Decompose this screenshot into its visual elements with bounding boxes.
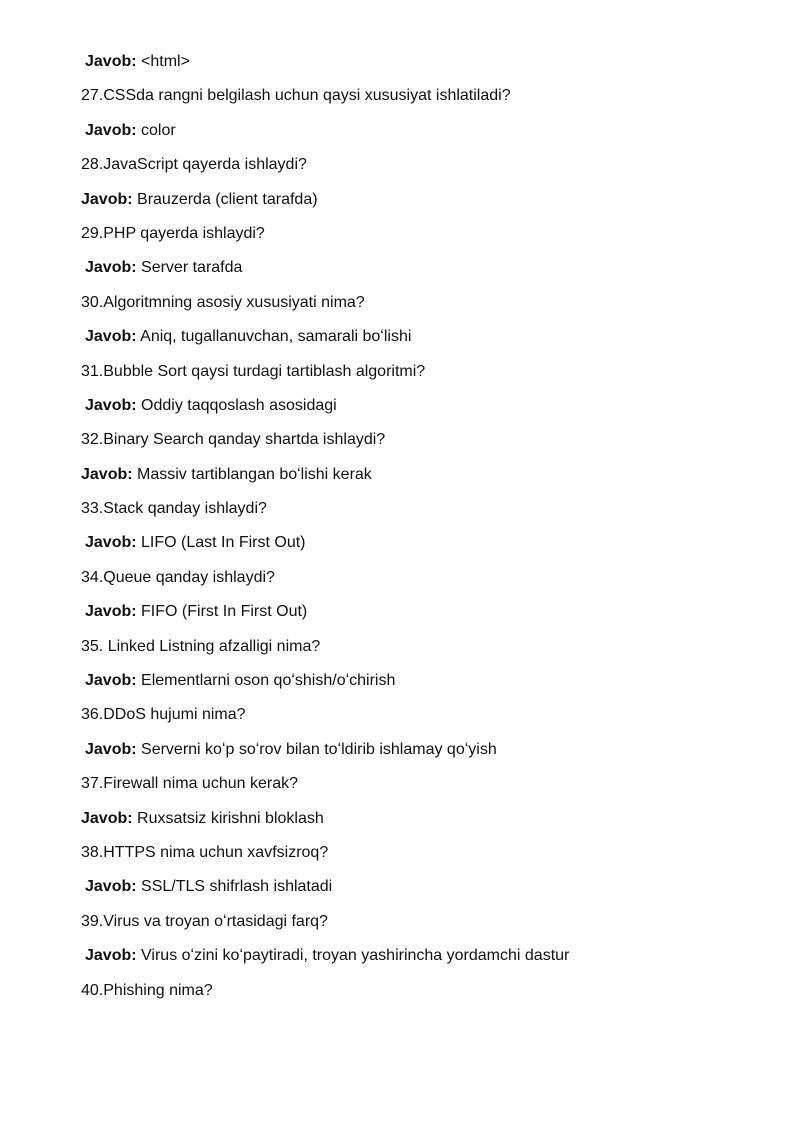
question-line: 35. Linked Listning afzalligi nima?	[81, 637, 321, 655]
answer-label: Javob:	[85, 396, 137, 414]
answer-label: Javob:	[85, 672, 137, 690]
answer-label: Javob:	[81, 190, 133, 208]
answer-text: <html>	[136, 53, 190, 70]
answer-line	[81, 51, 761, 85]
answer-label: Javob:	[81, 809, 133, 827]
question-line: 28.JavaScript qayerda ishlaydi?	[81, 156, 307, 174]
answer-line	[81, 395, 761, 429]
answer-text: Virus oʻzini koʻpaytiradi, troyan yashirincha yordamchi dastur	[136, 947, 570, 965]
question-line: 29.PHP qayerda ishlaydi?	[81, 224, 265, 242]
answer-text: Oddiy taqqoslash asosidagi	[136, 396, 337, 414]
answer-label: Javob:	[85, 947, 137, 965]
question-line: 31.Bubble Sort qaysi turdagi tartiblash algoritmi?	[81, 362, 426, 380]
question-line: 40.Phishing nima?	[81, 981, 213, 999]
question-line: 30.Algoritmning asosiy xususiyati nima?	[81, 293, 365, 311]
answer-text: Ruxsatsiz kirishni bloklash	[132, 809, 324, 827]
answer-text: Aniq, tugallanuvchan, samarali boʻlishi	[136, 328, 412, 346]
answer-label: Javob:	[85, 740, 137, 758]
answer-text: Server tarafda	[136, 259, 243, 277]
answer-text: Elementlarni oson qoʻshish/oʻchirish	[136, 672, 396, 690]
answer-text: color	[136, 121, 176, 139]
question-line: 39.Virus va troyan oʻrtasidagi farq?	[81, 912, 328, 930]
qa-list	[81, 51, 761, 1014]
answer-label: Javob:	[85, 603, 137, 621]
question-line: 34.Queue qanday ishlaydi?	[81, 568, 275, 586]
answer-label: Javob:	[85, 259, 137, 277]
answer-line	[81, 189, 761, 223]
question-line: 37.Firewall nima uchun kerak?	[81, 775, 298, 793]
answer-line	[81, 601, 761, 635]
answer-label: Javob:	[81, 465, 133, 483]
question-line: 36.DDoS hujumi nima?	[81, 706, 246, 724]
answer-line	[81, 326, 761, 360]
answer-line	[81, 808, 761, 842]
answer-line	[81, 670, 761, 704]
answer-line	[81, 257, 761, 291]
answer-text: Brauzerda (client tarafda)	[132, 190, 318, 208]
answer-text: Massiv tartiblangan boʻlishi kerak	[132, 465, 372, 483]
question-line: 38.HTTPS nima uchun xavfsizroq?	[81, 843, 329, 861]
answer-text: FIFO (First In First Out)	[136, 603, 308, 621]
question-line: 27.CSSda rangni belgilash uchun qaysi xususiyat ishlatiladi?	[81, 87, 511, 105]
answer-line	[81, 464, 761, 498]
question-line: 32.Binary Search qanday shartda ishlaydi?	[81, 431, 386, 449]
answer-line	[81, 876, 761, 910]
answer-line	[81, 532, 761, 566]
answer-label: Javob:	[85, 121, 137, 139]
answer-line	[81, 739, 761, 773]
answer-text: SSL/TLS shifrlash ishlatadi	[136, 878, 333, 896]
answer-line	[81, 120, 761, 154]
answer-label: Javob:	[85, 534, 137, 552]
answer-line	[81, 945, 761, 979]
answer-text: Serverni koʻp soʻrov bilan toʻldirib ishlamay qoʻyish	[136, 740, 497, 758]
question-line: 33.Stack qanday ishlaydi?	[81, 500, 267, 518]
answer-label: Javob:	[85, 878, 137, 896]
answer-text: LIFO (Last In First Out)	[136, 534, 306, 552]
answer-label: Javob:	[85, 53, 137, 70]
answer-label: Javob:	[85, 328, 137, 346]
